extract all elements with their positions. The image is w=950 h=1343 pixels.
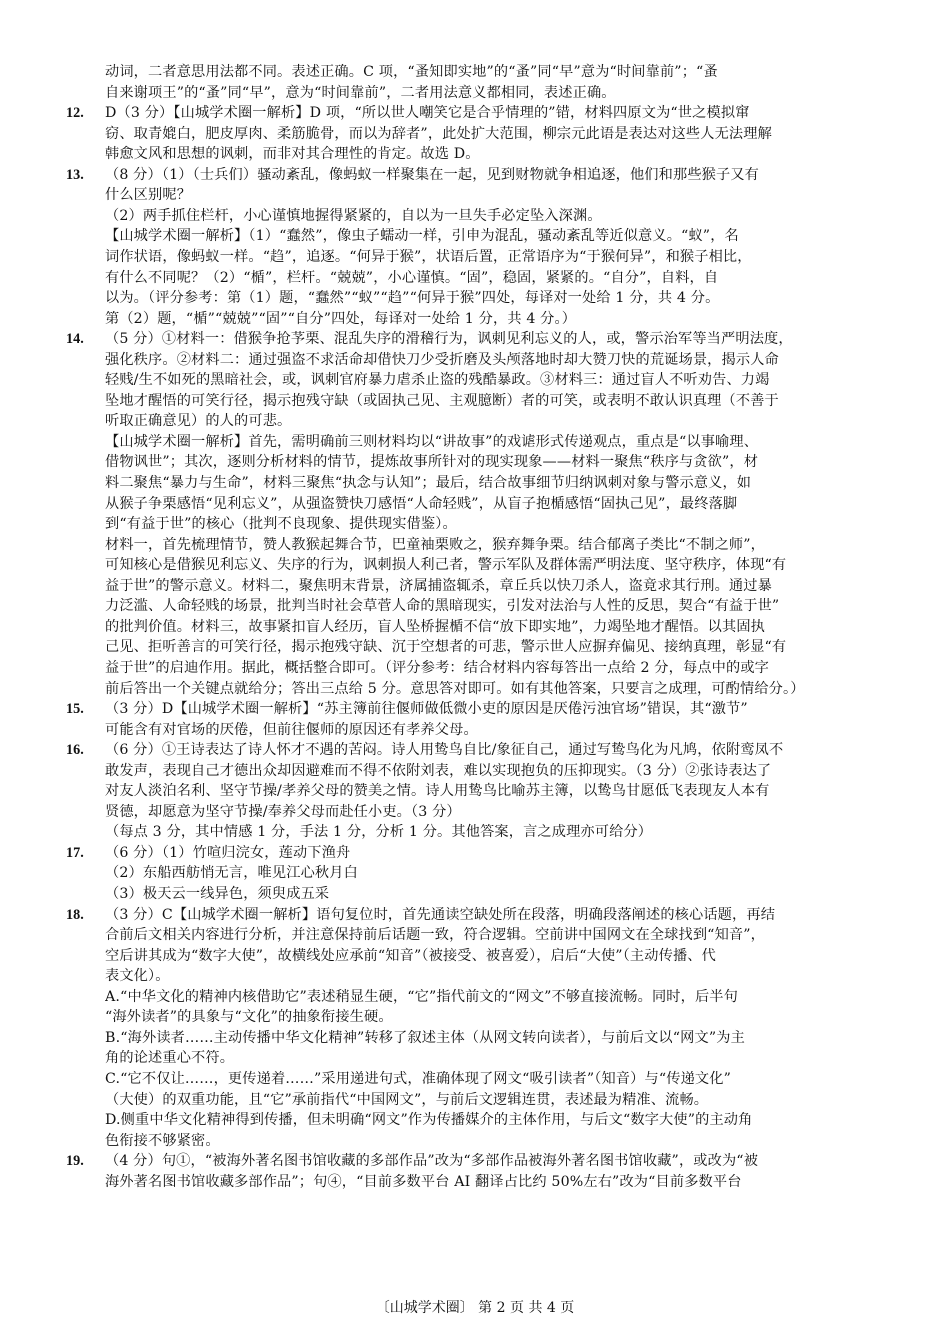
answer-text-line: B.“海外读者……主动传播中华文化精神”转移了叙述主体（从网文转向读者），与前后文以“网文”为主 <box>105 1029 745 1046</box>
answer-text-line: 借物讽世”；其次，逐则分析材料的情节，提炼故事所针对的现实现象——材料一聚焦“秩序与贪欲”，材 <box>105 454 759 471</box>
answer-text-line: D.侧重中华文化精神得到传播，但未明确“网文”作为传播媒介的主体作用，与后文“数字大使”的主动角 <box>105 1112 753 1129</box>
answer-text-line: 轻贱/生不如死的黑暗社会，或，讽刺官府暴力虐杀止盗的残酷暴政。③材料三：通过盲人不听劝告、力竭 <box>105 372 770 389</box>
page-footer: 〔山城学术圈〕 第 2 页 共 4 页 <box>375 1300 575 1316</box>
question-number: 16. <box>66 742 84 759</box>
answer-text-line: （6 分）（1）竹喧归浣女，莲动下渔舟 <box>105 844 351 861</box>
answer-text-line: （2）两手抓住栏杆，小心谨慎地握得紧紧的，自以为一旦失手必定坠入深渊。 <box>105 207 602 224</box>
answer-text-line: 前后答出一个关键点就给分；答出三点给 5 分。意思答对即可。如有其他答案，只要言之成理，可酌情给分。） <box>105 680 805 697</box>
answer-text-line: 海外著名图书馆收藏多部作品”；句④，“目前多数平台 AI 翻译占比约 50%左右”改为“目前多数平台 <box>105 1173 742 1190</box>
answer-text-line: 敢发声，表现自己才德出众却因避难而不得不依附刘表，难以实现抱负的压抑现实。（3 分）②张诗表达了 <box>105 762 772 779</box>
answer-text-line: 对友人淡泊名利、坚守节操/孝养父母的赞美之情。诗人用鸷鸟比喻苏主簿，以鸷鸟甘愿低飞表现友人本有 <box>105 783 770 800</box>
answer-text-line: 强化秩序。②材料二：通过强盗不求活命却借快刀少受折磨及头颅落地时却大赞刀快的荒诞场景，揭示人命 <box>105 351 779 368</box>
answer-text-line: （8 分）（1）（士兵们）骚动紊乱，像蚂蚁一样聚集在一起，见到财物就争相追逐，他们和那些猴子又有 <box>105 166 760 183</box>
answer-text-line: 力泛滥、人命轻贱的场景，批判当时社会草菅人命的黑暗现实，引发对法治与人性的反思，契合“有益于世” <box>105 598 780 615</box>
answer-text-line: 益于世”的启迪作用。据此，概括整合即可。（评分参考：结合材料内容每答出一点给 2 分，每点中的或字 <box>105 659 769 676</box>
answer-text-line: 从猴子争栗感悟“见利忘义”，从强盗赞快刀感悟“人命轻贱”，从盲子抱楯感悟“固执己见”，最终落脚 <box>105 495 738 512</box>
answer-text-line: 词作状语，像蚂蚁一样。“趋”，追逐。“何异于猴”，状语后置，正常语序为“于猴何异”，和猴子相比， <box>105 248 752 265</box>
answer-text-line: 第（2）题，“楯”“兢兢”“固”“自分”四处，每译对一处给 1 分，共 4 分。） <box>105 310 577 327</box>
answer-text-line: 以为。（评分参考：第（1）题，“蠢然”“蚁”“趋”“何异于猴”四处，每译对一处给 1 分，共 4 分。 <box>105 290 720 307</box>
answer-text-line: 空后讲其成为“数字大使”，故横线处应承前“知音”（被接受、被喜爱），启后“大使”（主动传播、代 <box>105 947 716 964</box>
answer-text-line: 听取正确意见）的人的可悲。 <box>105 413 292 430</box>
answer-text-line: （3 分）C【山城学术圈一解析】语句复位时，首先通读空缺处所在段落，明确段落阐述的核心话题，再结 <box>105 906 776 923</box>
question-number: 17. <box>66 844 84 861</box>
question-number: 19. <box>66 1153 84 1170</box>
answer-text-line: 可能含有对官场的厌倦，但前往偃师的原因还有孝养父母。 <box>105 721 478 738</box>
answer-text-line: （6 分）①王诗表达了诗人怀才不遇的苦闷。诗人用鸷鸟自比/象征自己，通过写鸷鸟化为凡鸠，依附鸾凤不 <box>105 742 784 759</box>
answer-text-line: 色衔接不够紧密。 <box>105 1132 220 1149</box>
answer-text-line: 角的论述重心不符。 <box>105 1050 235 1067</box>
question-number: 13. <box>66 166 84 183</box>
answer-text-line: （4 分）句①，“被海外著名图书馆收藏的多部作品”改为“多部作品被海外著名图书馆收藏”，或改为“被 <box>105 1153 759 1170</box>
answer-text-line: （3）极天云一线异色，须臾成五采 <box>105 886 330 902</box>
answer-text-line: 材料一，首先梳理情节，赞人教猴起舞合节，巴童袖栗败之，猴弃舞争栗。结合郁离子类比“不制之师”， <box>105 536 765 553</box>
answer-text-line: C.“它不仅让……，更传递着……”采用递进句式，准确体现了网文“吸引读者”（知音）与“传递文化” <box>105 1070 731 1087</box>
answer-text-line: 己见、拒听善言的可笑行径，揭示抱残守缺、沉于空想者的可悲，警示世人应摒弃偏见、接纳真理，彰显“有 <box>105 639 787 656</box>
answer-text-line: （每点 3 分，其中情感 1 分，手法 1 分，分析 1 分。其他答案，言之成理亦可给分） <box>105 824 653 841</box>
answer-text-line: 自来谢项王”的“蚤”同“早”，意为“时间靠前”，二者用法意义都相同，表述正确。 <box>105 84 616 101</box>
answer-text-line: “海外读者”的具象与“文化”的抽象衔接生硬。 <box>105 1009 393 1026</box>
answer-text-line: 【山城学术圈一解析】（1）“蠢然”，像虫子蠕动一样，引申为混乱，骚动紊乱等近似意义。“蚁”，名 <box>105 228 739 245</box>
answer-text-line: 可知核心是借猴见利忘义、失序的行为，讽刺损人利己者，警示军队及群体需严明法度、坚守秩序，体现“有 <box>105 557 787 574</box>
question-number: 15. <box>66 701 84 718</box>
answer-text-line: 坠地才醒悟的可笑行径，揭示抱残守缺（或固执己见、主观臆断）者的可笑，或表明不敢认识真理（不善于 <box>105 392 779 409</box>
answer-text-line: （2）东船西舫悄无言，唯见江心秋月白 <box>105 865 358 882</box>
answer-text-line: D（3 分）【山城学术圈一解析】D 项，“所以世人嘲笑它是合乎情理的”错，材料四原文为“世之模拟窜 <box>105 105 750 122</box>
answer-text-line: 动词，二者意思用法都不同。表述正确。C 项，“蚤知即实地”的“蚤”同“早”意为“时间靠前”；“蚤 <box>105 64 718 80</box>
answer-text-line: 益于世”的警示意义。材料二，聚焦明末背景，济属捕盗辄杀，章丘兵以快刀杀人，盗竟求其行刑。通过暴 <box>105 577 772 594</box>
question-number: 18. <box>66 906 84 923</box>
answer-text-line: 料二聚焦“暴力与生命”，材料三聚焦“执念与认知”；最后，结合故事细节归纳讽刺对象与警示意义，如 <box>105 475 752 491</box>
answer-text-line: 到“有益于世”的核心（批判不良现象、提供现实借鉴）。 <box>105 516 457 533</box>
question-number: 14. <box>66 331 84 348</box>
answer-text-line: 表文化）。 <box>105 968 170 985</box>
answer-text-line: A.“中华文化的精神内核借助它”表述稍显生硬，“它”指代前文的“网文”不够直接流畅。同时，后半句 <box>105 988 738 1005</box>
answer-text-line: 什么区别呢？ <box>105 187 192 204</box>
answer-text-line: 的批判价值。材料三，故事紧扣盲人经历，盲人坠桥握楯不信“放下即实地”，力竭坠地才醒悟。以其固执 <box>105 618 765 635</box>
answer-text-line: 有什么不同呢？（2）“楯”，栏杆。“兢兢”，小心谨慎。“固”，稳固，紧紧的。“自分”，自料，自 <box>105 269 719 286</box>
answer-text-line: （5 分）①材料一：借猴争抢芧栗、混乱失序的滑稽行为，讽刺见利忘义的人，或，警示治军等当严明法度， <box>105 331 793 348</box>
answer-text-line: 合前后文相关内容进行分析，并注意保持前后话题一致，符合逻辑。空前讲中国网文在全球找到“知音”， <box>105 927 765 944</box>
answer-text-line: 韩愈文风和思想的讽刺，而非对其合理性的肯定。故选 D。 <box>105 146 480 163</box>
answer-text-line: 【山城学术圈一解析】首先，需明确前三则材料均以“讲故事”的戏谑形式传递观点，重点是“以事喻理、 <box>105 433 759 450</box>
question-number: 12. <box>66 105 84 122</box>
answer-text-line: （3 分）D【山城学术圈一解析】“苏主簿前往偃师做低微小吏的原因是厌倦污浊官场”错误，其“激节” <box>105 701 748 718</box>
answer-text-line: 窃、取青媲白，肥皮厚肉、柔筋脆骨，而以为辞者”，此处扩大范围，柳宗元此语是表达对这些人无法理解 <box>105 125 772 142</box>
answer-text-line: （大使）的双重功能，且“它”承前指代“中国网文”，与前后文逻辑连贯，表述最为精准、流畅。 <box>105 1091 709 1108</box>
answer-text-line: 贤德，却愿意为坚守节操/奉养父母而赴任小吏。（3 分） <box>105 803 461 820</box>
